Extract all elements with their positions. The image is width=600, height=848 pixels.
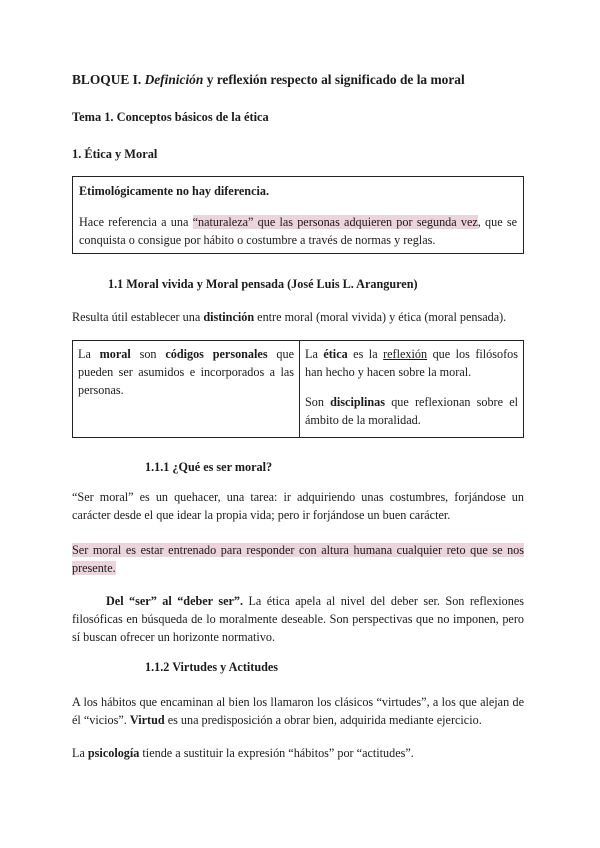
paragraph-psicologia: La psicología tiende a sustituir la expresión “hábitos” por “actitudes”. (72, 746, 414, 760)
box-text: Hace referencia a una “naturaleza” que las personas adquieren por segunda vez, que se conquista o consigue por hábito o costumbre a través de normas y reglas. (79, 215, 517, 247)
table-cell-moral: La moral son códigos personales que pueden ser asumidos e incorporados a las personas. (73, 341, 300, 437)
moral-etica-table (72, 340, 524, 438)
box-title: Etimológicamente no hay diferencia. (79, 184, 270, 198)
subsection-1-1-2-title: 1.1.2 Virtudes y Actitudes (145, 660, 279, 674)
tema-title: Tema 1. Conceptos básicos de la ética (72, 110, 269, 124)
paragraph-highlight-reto: Ser moral es estar entrenado para responder con altura humana cualquier reto que se nos presente. (72, 543, 524, 575)
etimologia-box (72, 176, 524, 254)
subsection-1-1-1-title: 1.1.1 ¿Qué es ser moral? (145, 460, 273, 474)
subsection-1-1-title: 1.1 Moral vivida y Moral pensada (José Luis L. Aranguren) (108, 277, 418, 291)
highlighted-text: “naturaleza” que las personas adquieren por segunda vez (192, 215, 478, 229)
block-title-italic: Definición (144, 72, 204, 87)
paragraph-virtudes: A los hábitos que encaminan al bien los llamaron los clásicos “virtudes”, a los que alejan de él “vicios”. Virtud es una predisposición a obrar bien, adquirida mediante ejercicio. (72, 695, 524, 727)
paragraph-ser-moral: “Ser moral” es un quehacer, una tarea: ir adquiriendo unas costumbres, forjándose un carácter desde el que idear la propia vida; pero ir forjándose un buen carácter. (72, 490, 524, 522)
paragraph-distincion: Resulta útil establecer una distinción entre moral (moral vivida) y ética (moral pensada). (72, 310, 507, 324)
block-title: BLOQUE I. Definición y reflexión respecto al significado de la moral (72, 72, 465, 87)
table-cell-etica: La ética es la reflexión que los filósofos han hecho y hacen sobre la moral. Son disciplinas que reflexionan sobre el ámbito de la moralidad. (305, 347, 519, 427)
paragraph-deber-ser: Del “ser” al “deber ser”. La ética apela al nivel del deber ser. Son reflexiones filosóficas en búsqueda de lo moralmente deseable. Son perspectivas que no imponen, pero sí buscan ofrecer un horizonte normativo. (72, 594, 525, 644)
section-title: 1. Ética y Moral (72, 147, 158, 161)
